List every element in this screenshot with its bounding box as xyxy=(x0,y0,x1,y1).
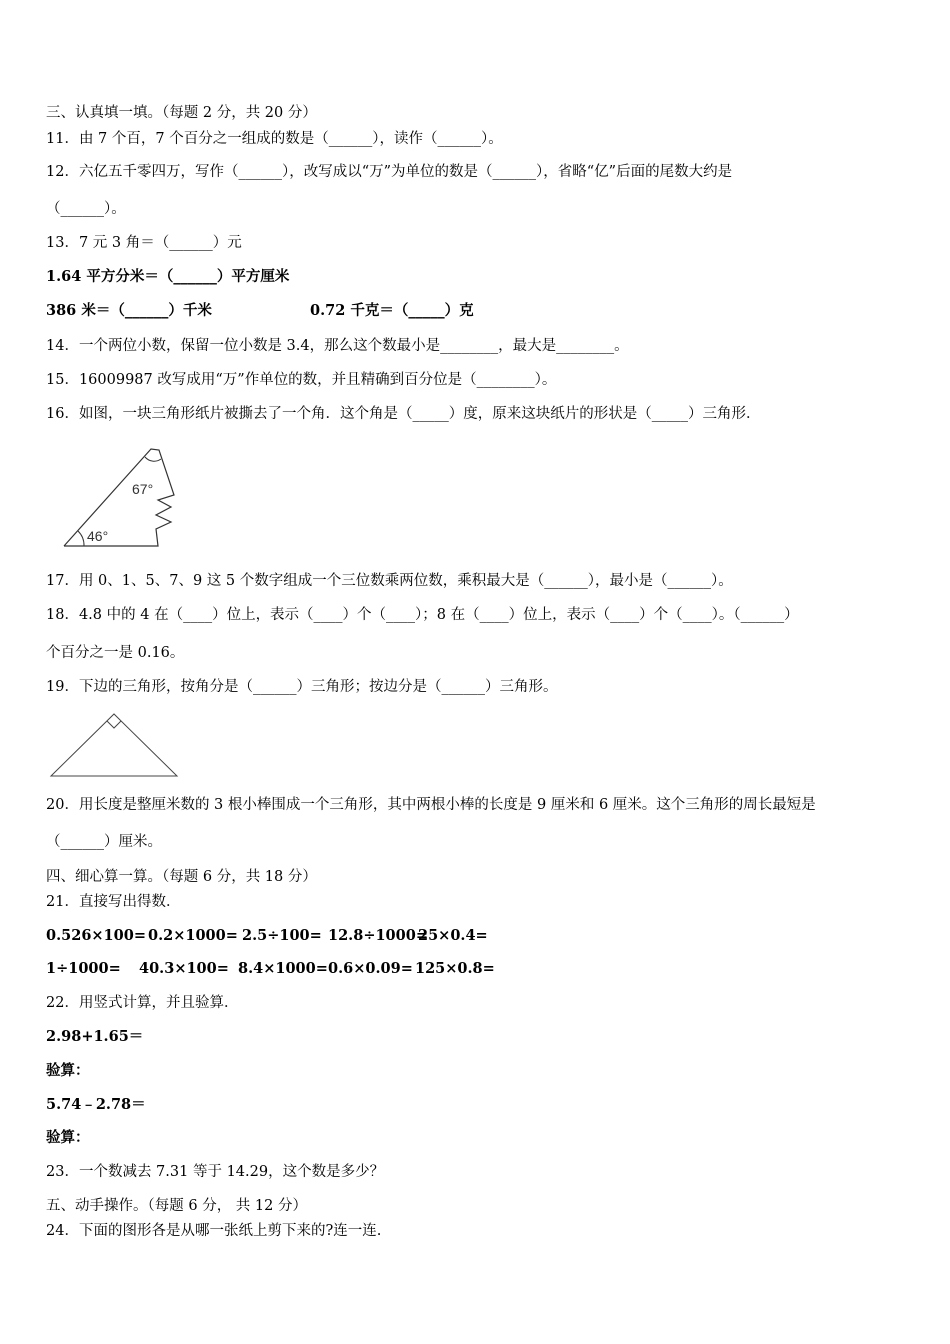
question-13: 13．7 元 3 角＝（______）元 xyxy=(46,235,242,251)
question-21: 21．直接写出得数． xyxy=(46,894,181,910)
section-4-heading: 四、细心算一算。（每题 6 分，共 18 分） xyxy=(46,869,317,885)
question-13-part-2: 1.64 平方分米＝（______）平方厘米 xyxy=(46,268,290,285)
check-label-2: 验算： xyxy=(46,1129,90,1146)
torn-triangle-figure xyxy=(58,445,188,550)
question-13-part-3: 386 米＝（______）千米 xyxy=(46,302,212,319)
section-5-heading: 五、动手操作。（每题 6 分， 共 12 分） xyxy=(46,1198,307,1214)
question-24: 24．下面的图形各是从哪一张纸上剪下来的?连一连. xyxy=(46,1223,382,1239)
question-18-continued: 个百分之一是 0.16。 xyxy=(46,645,185,661)
calc-item: 8.4×1000= xyxy=(238,960,328,977)
question-15: 15．16009987 改写成用“万”作单位的数，并且精确到百分位是（________）。 xyxy=(46,372,557,388)
angle-label-46: 46° xyxy=(87,528,109,544)
question-17: 17．用 0、1、5、7、9 这 5 个数字组成一个三位数乘两位数，乘积最大是（______），最小是（______）。 xyxy=(46,573,733,589)
section-3-heading: 三、认真填一填。（每题 2 分，共 20 分） xyxy=(46,105,317,121)
question-22-expr-1: 2.98+1.65＝ xyxy=(46,1028,144,1045)
calc-item: 0.6×0.09= xyxy=(328,960,413,977)
question-22-expr-2: 5.74﹣2.78＝ xyxy=(46,1096,146,1113)
calc-item: 2.5÷100= xyxy=(242,927,322,944)
question-19: 19．下边的三角形，按角分是（______）三角形；按边分是（______）三角形。 xyxy=(46,679,558,695)
check-label-1: 验算： xyxy=(46,1062,90,1079)
question-22: 22．用竖式计算，并且验算． xyxy=(46,995,239,1011)
question-13-part-4: 0.72 千克＝（_____）克 xyxy=(310,302,474,319)
question-12-continued: （______）。 xyxy=(46,201,126,217)
question-11: 11．由 7 个百，7 个百分之一组成的数是（______），读作（______）。 xyxy=(46,131,503,147)
right-isosceles-triangle-figure xyxy=(48,710,180,780)
calc-item: 40.3×100= xyxy=(139,960,229,977)
question-18: 18．4.8 中的 4 在（____）位上，表示（____）个（____）；8 在（____）位上，表示（____）个（____）。（______） xyxy=(46,607,799,623)
calc-item: 12.8÷1000= xyxy=(328,927,428,944)
angle-label-67: 67° xyxy=(132,481,154,497)
question-12: 12．六亿五千零四万，写作（______），改写成以“万”为单位的数是（______），省略“亿”后面的尾数大约是 xyxy=(46,164,733,180)
question-20-continued: （______）厘米。 xyxy=(46,834,162,850)
calc-item: 0.526×100= xyxy=(46,927,146,944)
calc-item: 125×0.8= xyxy=(415,960,495,977)
calc-item: 0.2×1000= xyxy=(148,927,238,944)
question-23: 23．一个数减去 7.31 等于 14.29，这个数是多少？ xyxy=(46,1164,385,1180)
calc-item: 1÷1000= xyxy=(46,960,121,977)
question-14: 14．一个两位小数，保留一位小数是 3.4，那么这个数最小是________，最大是________。 xyxy=(46,338,629,354)
question-16: 16．如图，一块三角形纸片被撕去了一个角．这个角是（_____）度，原来这块纸片的形状是（_____）三角形． xyxy=(46,406,761,422)
question-20: 20．用长度是整厘米数的 3 根小棒围成一个三角形，其中两根小棒的长度是 9 厘米和 6 厘米。这个三角形的周长最短是 xyxy=(46,797,816,813)
calc-item: 25×0.4= xyxy=(418,927,488,944)
